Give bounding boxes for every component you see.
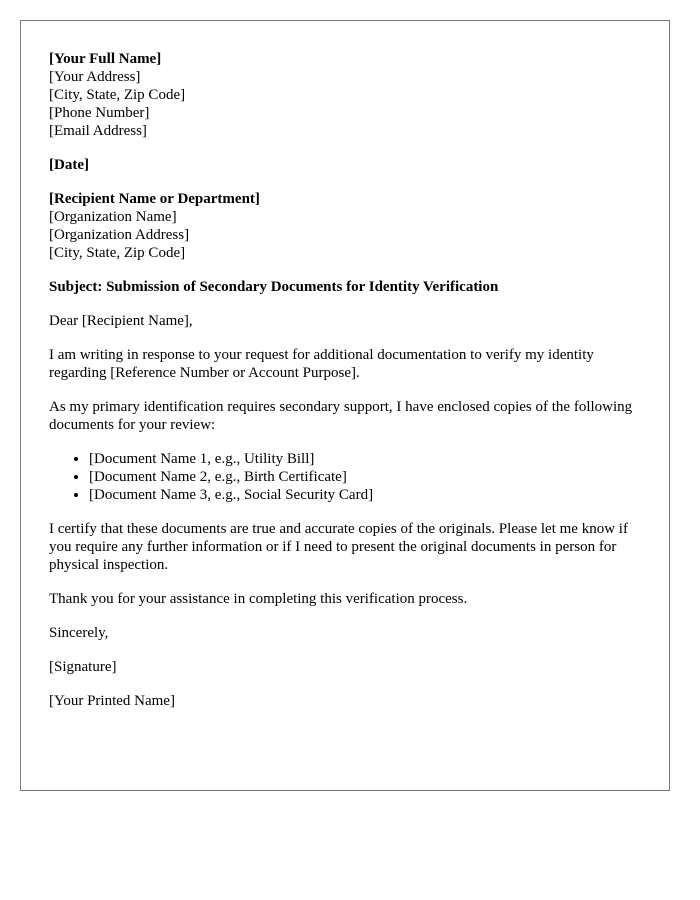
document-list-item: • [Document Name 1, e.g., Utility Bill] bbox=[89, 450, 649, 468]
document-list-item: • [Document Name 3, e.g., Social Security Card] bbox=[89, 486, 649, 504]
letter-signature: [Signature] bbox=[49, 659, 117, 675]
letter-salutation: Dear [Recipient Name], bbox=[49, 313, 193, 329]
recipient-organization: [Organization Name] bbox=[49, 209, 177, 225]
sender-block bbox=[49, 50, 649, 140]
recipient-address: [Organization Address] bbox=[49, 227, 190, 243]
paragraph-intro: I am writing in response to your request for additional documentation to verify my identity regarding [Reference Number or Account Purpose]. bbox=[49, 347, 594, 381]
sender-phone: [Phone Number] bbox=[49, 105, 150, 121]
recipient-city-state-zip: [City, State, Zip Code] bbox=[49, 245, 186, 261]
letter-page bbox=[20, 20, 670, 791]
paragraph-thanks: Thank you for your assistance in completing this verification process. bbox=[49, 591, 468, 607]
paragraph-certify: I certify that these documents are true and accurate copies of the originals. Please let me know if you require any further information or if I need to present the original documents in person for physical inspection. bbox=[49, 521, 628, 573]
letter-subject: Subject: Submission of Secondary Documents for Identity Verification bbox=[49, 279, 499, 295]
letter-date: [Date] bbox=[49, 157, 89, 173]
document-list bbox=[49, 450, 649, 504]
recipient-block bbox=[49, 190, 649, 262]
sender-email: [Email Address] bbox=[49, 123, 147, 139]
sender-name: [Your Full Name] bbox=[49, 51, 162, 67]
sender-city-state-zip: [City, State, Zip Code] bbox=[49, 87, 186, 103]
paragraph-enclosed: As my primary identification requires secondary support, I have enclosed copies of the following documents for your review: bbox=[49, 399, 633, 433]
letter-printed-name: [Your Printed Name] bbox=[49, 693, 175, 709]
sender-address: [Your Address] bbox=[49, 69, 141, 85]
letter-closing: Sincerely, bbox=[49, 625, 109, 641]
recipient-name: [Recipient Name or Department] bbox=[49, 191, 260, 207]
document-list-item: • [Document Name 2, e.g., Birth Certificate] bbox=[89, 468, 649, 486]
